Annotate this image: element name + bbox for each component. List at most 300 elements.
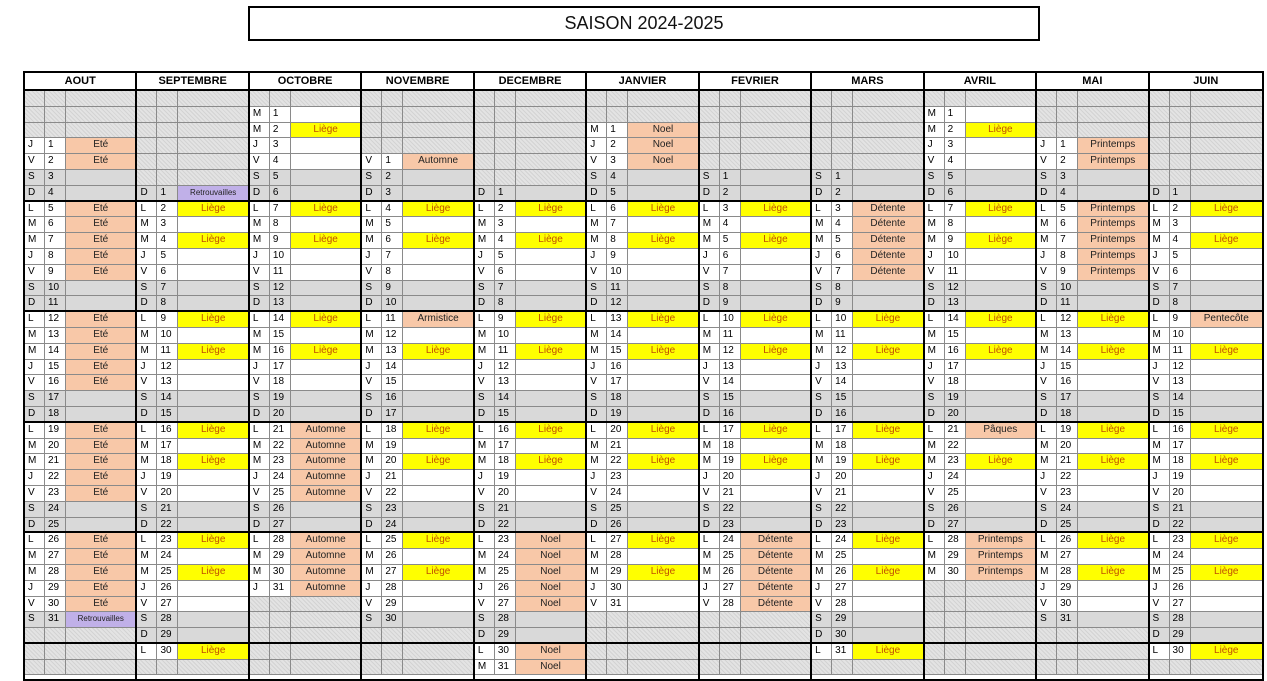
day-row — [925, 312, 1035, 328]
day-row — [925, 249, 1035, 265]
day-row — [812, 186, 922, 202]
event-label: Détente — [741, 549, 810, 564]
empty-cell — [700, 91, 720, 106]
day-number: 7 — [45, 233, 66, 248]
weekday-label: J — [925, 138, 945, 153]
day-row — [700, 233, 810, 249]
day-number: 20 — [945, 407, 966, 421]
day-row — [362, 360, 472, 376]
day-row — [587, 138, 697, 154]
weekday-label: L — [362, 202, 382, 217]
day-number: 22 — [1057, 470, 1078, 485]
day-row — [250, 486, 360, 502]
empty-row — [137, 107, 247, 123]
empty-cell — [741, 660, 810, 675]
empty-cell — [812, 138, 832, 153]
day-number: 12 — [270, 281, 291, 296]
day-row — [137, 549, 247, 565]
empty-row — [700, 612, 810, 628]
weekday-label: S — [812, 612, 832, 627]
day-row — [925, 281, 1035, 297]
day-number: 14 — [157, 391, 178, 406]
empty-row — [137, 138, 247, 154]
empty-cell — [741, 138, 810, 153]
empty-cell — [741, 628, 810, 642]
empty-row — [925, 91, 1035, 107]
weekday-label: D — [475, 407, 495, 421]
day-number: 9 — [270, 233, 291, 248]
weekday-label: M — [475, 217, 495, 232]
empty-cell — [832, 154, 853, 169]
event-cell — [291, 186, 360, 200]
weekday-label: V — [362, 265, 382, 280]
event-cell — [628, 407, 697, 421]
day-row — [362, 565, 472, 581]
event-cell — [1078, 486, 1147, 501]
event-cell — [853, 375, 922, 390]
day-number: 20 — [1170, 486, 1191, 501]
weekday-label: M — [1150, 454, 1170, 469]
event-label: Liège — [178, 644, 247, 659]
event-cell — [403, 439, 472, 454]
day-number: 2 — [832, 186, 853, 200]
empty-cell — [1191, 138, 1262, 153]
weekday-label: D — [812, 407, 832, 421]
weekday-label: S — [812, 502, 832, 517]
weekday-label: L — [700, 423, 720, 438]
weekday-label: L — [925, 202, 945, 217]
day-row — [362, 597, 472, 613]
day-row — [475, 233, 585, 249]
day-number: 25 — [157, 565, 178, 580]
event-cell — [178, 265, 247, 280]
day-row — [587, 549, 697, 565]
weekday-label: D — [475, 186, 495, 200]
empty-cell — [628, 107, 697, 122]
day-number: 6 — [270, 186, 291, 200]
weekday-label: S — [137, 502, 157, 517]
event-cell — [966, 154, 1035, 169]
event-cell — [1078, 470, 1147, 485]
event-cell — [741, 486, 810, 501]
weekday-label: J — [362, 360, 382, 375]
empty-cell — [362, 91, 382, 106]
day-number: 25 — [1057, 518, 1078, 532]
weekday-label: S — [25, 612, 45, 627]
event-cell — [516, 375, 585, 390]
event-cell — [966, 518, 1035, 532]
event-cell — [741, 518, 810, 532]
day-row — [587, 123, 697, 139]
event-cell — [1191, 581, 1262, 596]
empty-row — [1150, 660, 1262, 676]
weekday-label: M — [137, 328, 157, 343]
event-label: Liège — [741, 312, 810, 327]
event-label: Noel — [628, 123, 697, 138]
empty-cell — [475, 123, 495, 138]
weekday-label: L — [812, 533, 832, 548]
day-number: 15 — [832, 391, 853, 406]
day-number: 5 — [1057, 202, 1078, 217]
day-number: 4 — [720, 217, 741, 232]
day-number: 21 — [382, 470, 403, 485]
day-number: 29 — [157, 628, 178, 642]
empty-cell — [720, 660, 741, 675]
day-number: 11 — [1170, 344, 1191, 359]
empty-cell — [587, 107, 607, 122]
month-header: AOUT — [25, 73, 135, 91]
day-number: 8 — [1170, 296, 1191, 310]
day-row — [925, 439, 1035, 455]
empty-row — [475, 170, 585, 186]
event-label: Liège — [628, 454, 697, 469]
weekday-label: S — [475, 502, 495, 517]
month-header: MAI — [1037, 73, 1147, 91]
empty-cell — [45, 107, 66, 122]
weekday-label: V — [250, 486, 270, 501]
empty-cell — [403, 107, 472, 122]
day-number: 7 — [1170, 281, 1191, 296]
day-row — [137, 470, 247, 486]
day-row — [812, 518, 922, 534]
weekday-label: M — [25, 439, 45, 454]
empty-row — [1150, 154, 1262, 170]
day-number: 7 — [832, 265, 853, 280]
event-cell — [291, 407, 360, 421]
weekday-label: J — [587, 249, 607, 264]
day-row — [362, 186, 472, 202]
weekday-label: L — [925, 423, 945, 438]
event-cell — [178, 549, 247, 564]
day-number: 4 — [45, 186, 66, 200]
day-number: 21 — [720, 486, 741, 501]
day-number: 20 — [607, 423, 628, 438]
empty-cell — [66, 660, 135, 675]
day-row — [250, 296, 360, 312]
empty-row — [700, 123, 810, 139]
empty-cell — [1037, 644, 1057, 659]
weekday-label: J — [25, 249, 45, 264]
empty-cell — [25, 644, 45, 659]
weekday-label: V — [362, 486, 382, 501]
day-number: 29 — [1057, 581, 1078, 596]
day-row — [137, 202, 247, 218]
day-number: 24 — [157, 549, 178, 564]
day-number: 30 — [607, 581, 628, 596]
day-number: 1 — [382, 154, 403, 169]
event-cell — [516, 249, 585, 264]
weekday-label: V — [1037, 597, 1057, 612]
event-label: Liège — [1191, 202, 1262, 217]
weekday-label: M — [925, 549, 945, 564]
day-number: 13 — [270, 296, 291, 310]
day-row — [1150, 581, 1262, 597]
day-number: 28 — [607, 549, 628, 564]
event-cell — [853, 612, 922, 627]
weekday-label: J — [1037, 581, 1057, 596]
empty-row — [25, 660, 135, 676]
weekday-label: M — [587, 565, 607, 580]
event-cell — [966, 328, 1035, 343]
day-row — [1037, 581, 1147, 597]
day-row — [250, 281, 360, 297]
day-number: 14 — [1170, 391, 1191, 406]
weekday-label: M — [475, 328, 495, 343]
event-cell — [178, 296, 247, 310]
day-row — [700, 265, 810, 281]
weekday-label: J — [362, 581, 382, 596]
day-row — [475, 249, 585, 265]
event-cell — [1191, 265, 1262, 280]
day-row — [362, 454, 472, 470]
weekday-label: J — [25, 470, 45, 485]
day-number: 19 — [495, 470, 516, 485]
day-row — [475, 217, 585, 233]
weekday-label: D — [250, 407, 270, 421]
event-cell — [741, 296, 810, 310]
day-number: 30 — [382, 612, 403, 627]
day-row — [812, 344, 922, 360]
day-number: 30 — [832, 628, 853, 642]
weekday-label: J — [25, 138, 45, 153]
day-number: 4 — [157, 233, 178, 248]
empty-cell — [475, 138, 495, 153]
event-label: Eté — [66, 454, 135, 469]
day-row — [137, 375, 247, 391]
weekday-label: M — [700, 454, 720, 469]
weekday-label: M — [250, 233, 270, 248]
day-row — [700, 407, 810, 423]
day-number: 13 — [495, 375, 516, 390]
event-cell — [853, 581, 922, 596]
day-number: 10 — [832, 312, 853, 327]
day-row — [1037, 549, 1147, 565]
day-row — [25, 502, 135, 518]
day-number: 22 — [720, 502, 741, 517]
event-label: Liège — [1191, 644, 1262, 659]
event-label: Liège — [516, 454, 585, 469]
empty-cell — [1191, 660, 1262, 675]
day-row — [475, 597, 585, 613]
weekday-label: V — [1037, 154, 1057, 169]
empty-cell — [1170, 123, 1191, 138]
empty-cell — [475, 107, 495, 122]
empty-cell — [741, 123, 810, 138]
day-row — [1037, 154, 1147, 170]
day-number: 19 — [720, 454, 741, 469]
day-row — [925, 391, 1035, 407]
weekday-label: V — [25, 486, 45, 501]
event-cell — [1191, 328, 1262, 343]
empty-cell — [66, 107, 135, 122]
event-cell — [966, 360, 1035, 375]
day-row — [812, 597, 922, 613]
weekday-label: J — [362, 249, 382, 264]
day-row — [812, 470, 922, 486]
day-row — [700, 296, 810, 312]
day-row — [587, 486, 697, 502]
weekday-label: V — [137, 375, 157, 390]
weekday-label: D — [137, 296, 157, 310]
day-number: 3 — [382, 186, 403, 200]
day-number: 1 — [945, 107, 966, 122]
day-row — [1037, 217, 1147, 233]
event-label: Liège — [1191, 344, 1262, 359]
day-number: 24 — [45, 502, 66, 517]
weekday-label: D — [137, 186, 157, 200]
day-row — [137, 249, 247, 265]
weekday-label: S — [475, 391, 495, 406]
day-number: 16 — [495, 423, 516, 438]
day-number: 23 — [1057, 486, 1078, 501]
day-number: 10 — [157, 328, 178, 343]
event-cell — [1078, 360, 1147, 375]
day-number: 1 — [832, 170, 853, 185]
weekday-label: J — [587, 360, 607, 375]
day-number: 16 — [382, 391, 403, 406]
day-row — [1150, 502, 1262, 518]
event-label: Eté — [66, 470, 135, 485]
weekday-label: S — [1037, 391, 1057, 406]
event-cell — [853, 628, 922, 642]
event-cell — [741, 375, 810, 390]
day-number: 28 — [157, 612, 178, 627]
day-number: 7 — [607, 217, 628, 232]
empty-cell — [587, 91, 607, 106]
empty-row — [25, 644, 135, 660]
weekday-label: M — [1037, 439, 1057, 454]
day-row — [475, 565, 585, 581]
event-label: Automne — [291, 439, 360, 454]
weekday-label: L — [700, 312, 720, 327]
month-column-aout — [25, 73, 137, 679]
day-number: 7 — [382, 249, 403, 264]
weekday-label: V — [362, 375, 382, 390]
empty-row — [700, 154, 810, 170]
day-row — [475, 312, 585, 328]
day-number: 1 — [1170, 186, 1191, 200]
event-label: Liège — [628, 565, 697, 580]
day-row — [137, 296, 247, 312]
empty-row — [925, 612, 1035, 628]
weekday-label: S — [25, 170, 45, 185]
event-label: Liège — [628, 344, 697, 359]
event-cell — [741, 328, 810, 343]
day-number: 10 — [607, 265, 628, 280]
day-row — [137, 217, 247, 233]
weekday-label: M — [1150, 565, 1170, 580]
day-number: 24 — [945, 470, 966, 485]
event-label: Liège — [1191, 565, 1262, 580]
event-label: Eté — [66, 375, 135, 390]
event-cell — [741, 470, 810, 485]
day-row — [362, 312, 472, 328]
day-row — [925, 265, 1035, 281]
event-cell — [853, 407, 922, 421]
day-row — [475, 375, 585, 391]
day-number: 7 — [945, 202, 966, 217]
day-row — [812, 454, 922, 470]
day-number: 26 — [270, 502, 291, 517]
event-cell — [1078, 170, 1147, 185]
day-number: 5 — [382, 217, 403, 232]
empty-cell — [832, 123, 853, 138]
empty-cell — [925, 660, 945, 675]
event-cell — [1078, 296, 1147, 310]
day-number: 11 — [945, 265, 966, 280]
empty-cell — [945, 597, 966, 612]
day-row — [1150, 407, 1262, 423]
empty-row — [362, 628, 472, 644]
day-number: 14 — [832, 375, 853, 390]
day-number: 8 — [607, 233, 628, 248]
event-label: Liège — [628, 423, 697, 438]
day-number: 3 — [270, 138, 291, 153]
empty-row — [1037, 91, 1147, 107]
event-cell — [966, 470, 1035, 485]
weekday-label: M — [700, 439, 720, 454]
event-label: Détente — [853, 217, 922, 232]
empty-row — [925, 581, 1035, 597]
empty-cell — [853, 123, 922, 138]
event-cell — [403, 360, 472, 375]
day-row — [587, 281, 697, 297]
day-number: 18 — [607, 391, 628, 406]
event-label: Liège — [178, 565, 247, 580]
day-number: 23 — [607, 470, 628, 485]
event-label: Eté — [66, 265, 135, 280]
day-number: 2 — [270, 123, 291, 138]
day-number: 21 — [157, 502, 178, 517]
event-cell — [291, 360, 360, 375]
day-number: 23 — [945, 454, 966, 469]
event-cell — [1078, 518, 1147, 532]
event-label: Liège — [291, 202, 360, 217]
weekday-label: M — [925, 344, 945, 359]
day-number: 17 — [45, 391, 66, 406]
month-column-avril — [925, 73, 1037, 679]
day-number: 24 — [1057, 502, 1078, 517]
weekday-label: L — [475, 644, 495, 659]
weekday-label: V — [25, 375, 45, 390]
empty-row — [475, 107, 585, 123]
event-cell — [741, 170, 810, 185]
day-row — [587, 170, 697, 186]
day-number: 23 — [270, 454, 291, 469]
weekday-label: D — [1037, 186, 1057, 200]
day-number: 4 — [945, 154, 966, 169]
event-cell — [741, 360, 810, 375]
day-number: 5 — [720, 233, 741, 248]
day-row — [250, 202, 360, 218]
weekday-label: D — [362, 296, 382, 310]
empty-cell — [137, 660, 157, 675]
weekday-label: D — [700, 407, 720, 421]
day-number: 22 — [495, 518, 516, 532]
weekday-label: L — [1037, 202, 1057, 217]
day-row — [700, 170, 810, 186]
day-row — [812, 391, 922, 407]
weekday-label: M — [1037, 454, 1057, 469]
day-row — [475, 612, 585, 628]
day-number: 15 — [382, 375, 403, 390]
empty-row — [1037, 628, 1147, 644]
weekday-label: L — [925, 533, 945, 548]
empty-cell — [1037, 107, 1057, 122]
empty-cell — [945, 581, 966, 596]
weekday-label: M — [587, 439, 607, 454]
event-label: Eté — [66, 423, 135, 438]
